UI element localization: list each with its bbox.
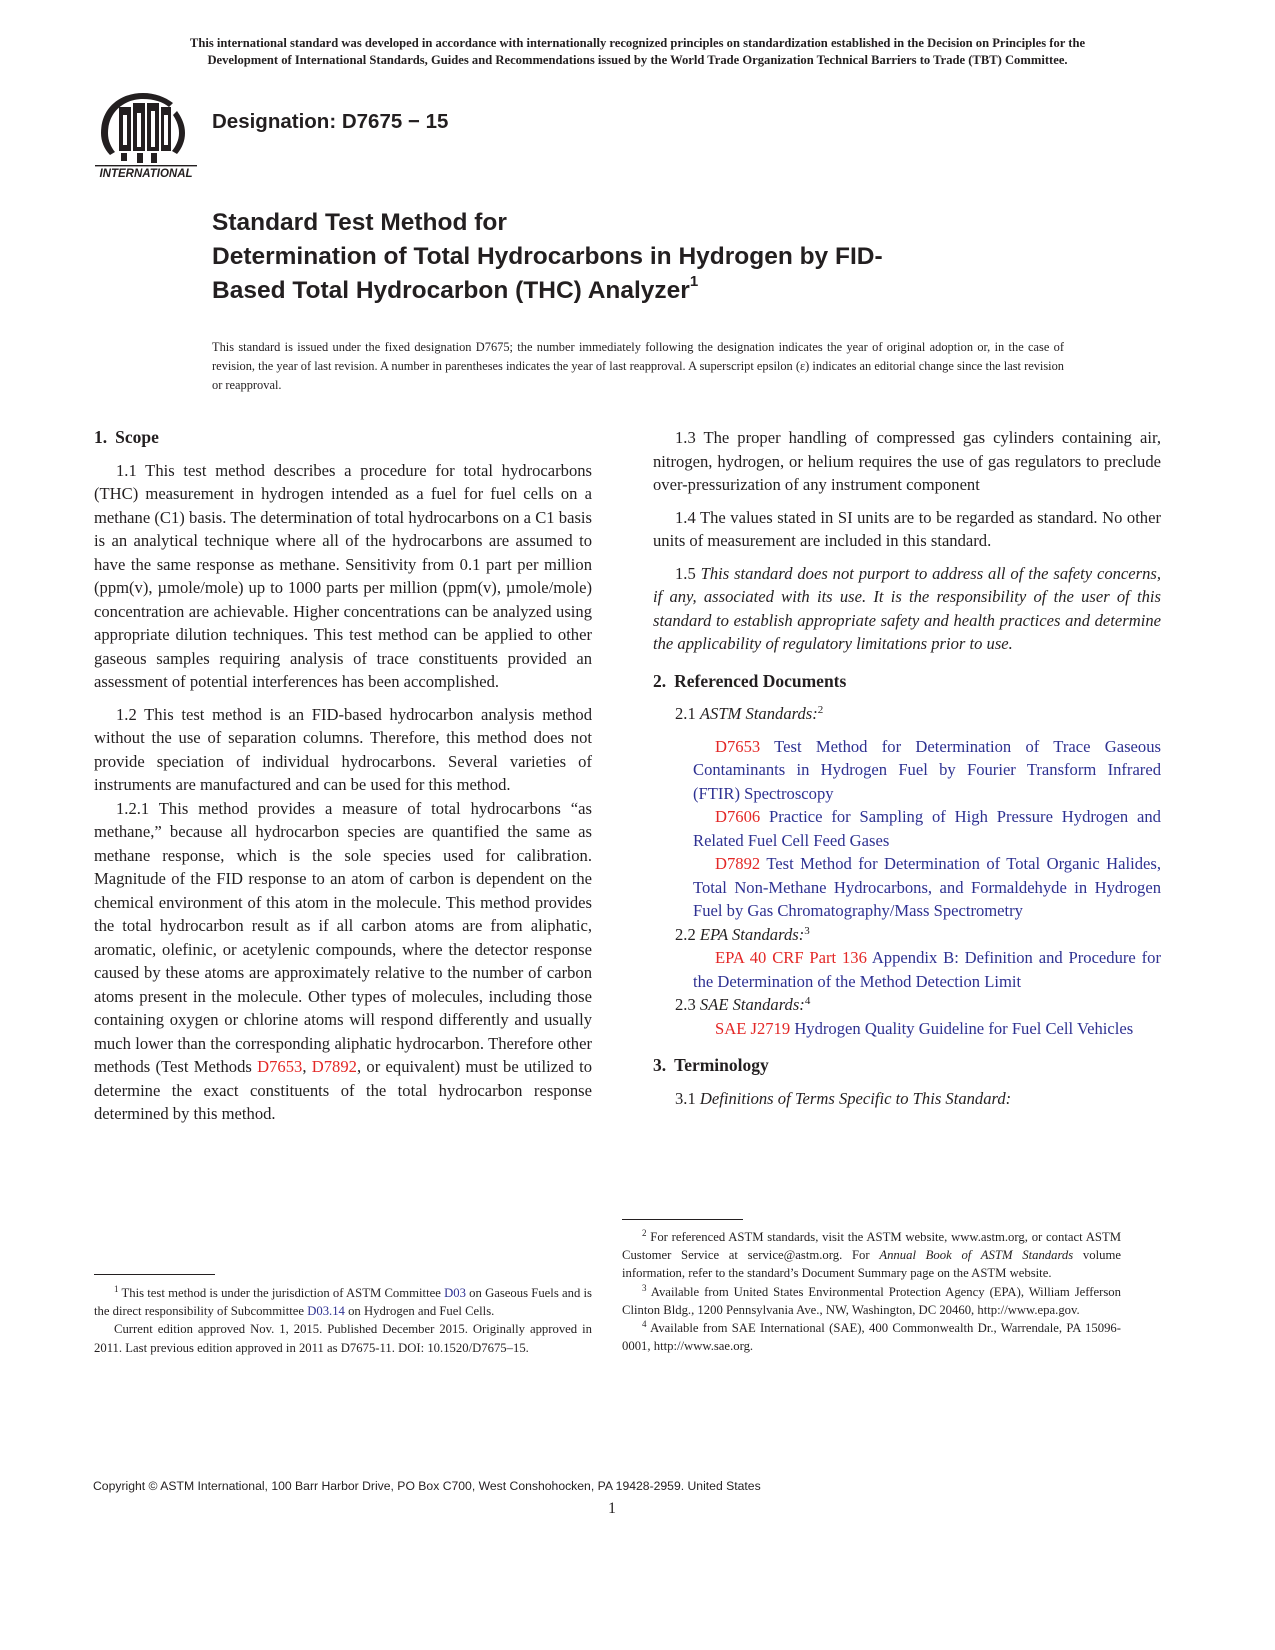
ref-entry-d7653[interactable] (653, 735, 1161, 806)
astm-standards-number: 2.1 (675, 704, 700, 723)
astm-logo (93, 89, 199, 179)
epa-standards-footnote-mark: 3 (804, 924, 810, 937)
sae-standards-subheading (653, 993, 1161, 1017)
footnote-1-text-b: on Gaseous Fuels and is the direct responsibility of Subcommittee (94, 1286, 592, 1319)
paragraph-1-3: 1.3 The proper handling of compressed gas cylinders containing air, nitrogen, hydrogen, or helium requires the use of gas regulators to preclude over-pressurization of any instrument component (653, 428, 1161, 494)
paragraph-1-5 (653, 562, 1161, 656)
epa-standards-number: 2.2 (675, 924, 700, 944)
footnotes-left (94, 1284, 592, 1357)
ref-title-d7606[interactable]: Practice for Sampling of High Pressure Hydrogen and Related Fuel Cell Feed Gases (693, 807, 1161, 850)
footnote-3-mark: 3 (642, 1282, 647, 1293)
tbt-notice-line-2: Development of International Standards, Guides and Recommendations issued by the World Trade Organization Technical Barriers to Trade (TBT) Committee. (207, 53, 1068, 67)
epa-standards-subheading (653, 923, 1161, 947)
ref-title-epa[interactable]: Appendix B: Definition and Procedure for the Determination of the Method Detection Limit (693, 948, 1161, 991)
paragraph-1-5-number: 1.5 (675, 563, 701, 583)
tbt-notice (80, 35, 1195, 69)
paragraph-3-1 (653, 1087, 1161, 1111)
footnote-2 (622, 1228, 1121, 1283)
astm-standards-subheading (653, 702, 1161, 726)
link-d7892[interactable]: D7892 (311, 1057, 357, 1076)
epa-standards-label: EPA Standards: (699, 924, 805, 944)
scope-heading (94, 426, 592, 450)
sae-standards-label: SAE Standards: (699, 995, 805, 1014)
astm-standards-label: ASTM Standards: (699, 704, 818, 723)
terminology-section-number: 3. (653, 1055, 667, 1075)
left-column (94, 426, 592, 1126)
right-column (653, 426, 1161, 1110)
title-line-3 (212, 274, 1072, 308)
link-committee-d03[interactable]: D03 (444, 1286, 466, 1300)
footnote-1 (94, 1284, 592, 1320)
refdocs-section-number: 2. (653, 670, 667, 691)
footnote-2-text-b: volume information, refer to the standard’s Document Summary page on the ASTM website. (622, 1248, 1121, 1281)
ref-title-d7653[interactable]: Test Method for Determination of Trace Gaseous Contaminants in Hydrogen Fuel by Fourier Transform Infrared (FTIR) Spectroscopy (693, 736, 1161, 803)
ref-entry-d7606[interactable] (653, 805, 1161, 852)
terminology-heading-text: Terminology (674, 1055, 769, 1075)
scope-section-number: 1. (94, 427, 108, 447)
issue-note: This standard is issued under the fixed designation D7675; the number immediately following the designation indicates the year of original adoption or, in the case of revision, the year of last revision. A number in parentheses indicates the year of last reapproval. A superscript epsilon (ε) indicates an editorial change since the last revision or reapproval. (212, 340, 1064, 392)
ref-code-d7653[interactable]: D7653 (715, 736, 761, 756)
footnote-1-mark: 1 (114, 1284, 119, 1294)
ref-title-d7892[interactable]: Test Method for Determination of Total Organic Halides, Total Non-Methane Hydrocarbons, and Formaldehyde in Hydrogen Fuel by Gas Chromatography/Mass Spectrometry (693, 854, 1162, 920)
footnote-1-edition: Current edition approved Nov. 1, 2015. Published December 2015. Originally approved in 2011. Last previous edition approved in 2011 as D7675-11. DOI: 10.1520/D7675–15. (94, 1322, 592, 1355)
footnote-3-text: Available from United States Environmental Protection Agency (EPA), William Jefferson Clinton Bldg., 1200 Pennsylvania Ave., NW, Washington, DC 20460, http://www.epa.gov. (622, 1284, 1121, 1317)
paragraph-1-2-1-separator: , (302, 1057, 312, 1076)
paragraph-1-4: 1.4 The values stated in SI units are to be regarded as standard. No other units of measurement are included in this standard. (653, 507, 1161, 550)
paragraph-1-2-1-text-b: , or equivalent) must be utilized to determine the exact constituents of the total hydrocarbon response determined by this method. (94, 1057, 592, 1123)
paragraph-1-2: 1.2 This test method is an FID-based hydrocarbon analysis method without the use of separation columns. Therefore, this method does not provide speciation of individual hydrocarbons. Several varieties of instruments are manufactured and can be used for this method. (94, 704, 592, 794)
title-line-1: Standard Test Method for (212, 209, 507, 236)
logo-international-text: INTERNATIONAL (99, 168, 193, 179)
paragraph-1-1: 1.1 This test method describes a procedure for total hydrocarbons (THC) measurement in hydrogen intended as a fuel for fuel cells on a methane (C1) basis. The determination of total hydrocarbons on a C1 basis is an analytical technique where all of the hydrocarbons are assumed to have the same response as methane. Sensitivity from 0.1 part per million (ppm(v), µmole/mole) up to 1000 parts per million (ppm(v), µmole/mole) concentration are achievable. Higher concentrations can be analyzed using appropriate dilution techniques. This test method can be applied to other gaseous samples requiring analysis of trace constituents provided an assessment of potential interferences has been accomplished. (94, 460, 592, 691)
footnotes-right (622, 1228, 1121, 1355)
footnote-rule-right (622, 1219, 743, 1220)
footnote-4 (622, 1319, 1121, 1355)
footnote-rule-left (94, 1274, 215, 1275)
footnote-2-mark: 2 (642, 1228, 647, 1238)
scope-heading-text: Scope (115, 427, 159, 447)
footnote-4-mark: 4 (642, 1319, 647, 1330)
footnote-2-book-title: Annual Book of ASTM Standards (879, 1248, 1074, 1263)
tbt-notice-line-1: This international standard was developed in accordance with internationally recognized principles on standardization established in the Decision on Principles for the (189, 36, 1086, 50)
astm-standards-footnote-mark: 2 (817, 704, 824, 716)
paragraph-3-1-text: Definitions of Terms Specific to This Standard: (699, 1088, 1012, 1108)
designation: Designation: D7675 − 15 (212, 110, 449, 133)
footnote-1-text-c: on Hydrogen and Fuel Cells. (344, 1304, 495, 1319)
page-number: 1 (608, 1500, 616, 1517)
sae-standards-footnote-mark: 4 (804, 995, 811, 1007)
title-line-2: Determination of Total Hydrocarbons in Hydrogen by FID- (212, 243, 883, 270)
refdocs-heading-text: Referenced Documents (674, 670, 847, 691)
sae-standards-number: 2.3 (675, 995, 700, 1014)
link-subcommittee-d03-14[interactable]: D03.14 (307, 1304, 345, 1319)
footnote-1-text-a: This test method is under the jurisdiction of ASTM Committee (118, 1286, 445, 1300)
ref-entry-d7892[interactable] (653, 852, 1161, 923)
ref-code-sae[interactable]: SAE J2719 (715, 1018, 791, 1038)
copyright-line: Copyright © ASTM International, 100 Barr Harbor Drive, PO Box C700, West Conshohocken, PA 19428-2959. United States (93, 1479, 761, 1493)
title-footnote-mark: 1 (689, 273, 699, 290)
link-d7653[interactable]: D7653 (257, 1057, 303, 1076)
paragraph-3-1-number: 3.1 (675, 1088, 700, 1108)
ref-code-epa[interactable]: EPA 40 CRF Part 136 (715, 948, 867, 967)
title-line-3-text: Based Total Hydrocarbon (THC) Analyzer (212, 277, 690, 304)
footnote-3 (622, 1283, 1121, 1319)
ref-entry-sae[interactable] (653, 1017, 1161, 1041)
ref-title-sae[interactable]: Hydrogen Quality Guideline for Fuel Cell Vehicles (794, 1018, 1134, 1038)
ref-code-d7892[interactable]: D7892 (715, 854, 761, 873)
paragraph-1-5-text: This standard does not purport to address all of the safety concerns, if any, associated with its use. It is the responsibility of the user of this standard to establish appropriate safety and health practices and determine the applicability of regulatory limitations prior to use. (653, 563, 1161, 653)
paragraph-1-2-1-text-a: 1.2.1 This method provides a measure of total hydrocarbons “as methane,” because all hydrocarbon species are quantified the same as methane response, which is the sole species used for calibration. Magnitude of the FID response to an atom of carbon is dependent on the chemical environment of this atom in the molecule. This method provides the total hydrocarbon result as if all carbon atoms are from aliphatic, aromatic, olefinic, or acetylenic compounds, where the detector response caused by these atoms are approximately relative to the number of carbon atoms present in the molecule. Other types of molecules, including those containing oxygen or chlorine atoms will respond differently and usually much lower than the corresponding aliphatic hydrocarbon. Therefore other methods (Test Methods (94, 798, 592, 1076)
paragraph-1-2-1 (94, 797, 592, 1126)
terminology-heading (653, 1054, 1161, 1078)
document-title (212, 206, 1072, 308)
ref-code-d7606[interactable]: D7606 (715, 807, 761, 826)
referenced-documents-heading (653, 670, 1161, 694)
ref-entry-epa[interactable] (653, 946, 1161, 993)
footnote-4-text: Available from SAE International (SAE), 400 Commonwealth Dr., Warrendale, PA 15096-0001, http://www.sae.org. (622, 1321, 1121, 1354)
footnote-2-text-a: For referenced ASTM standards, visit the ASTM website, www.astm.org, or contact ASTM Customer Service at service@astm.org. For (622, 1230, 1121, 1263)
